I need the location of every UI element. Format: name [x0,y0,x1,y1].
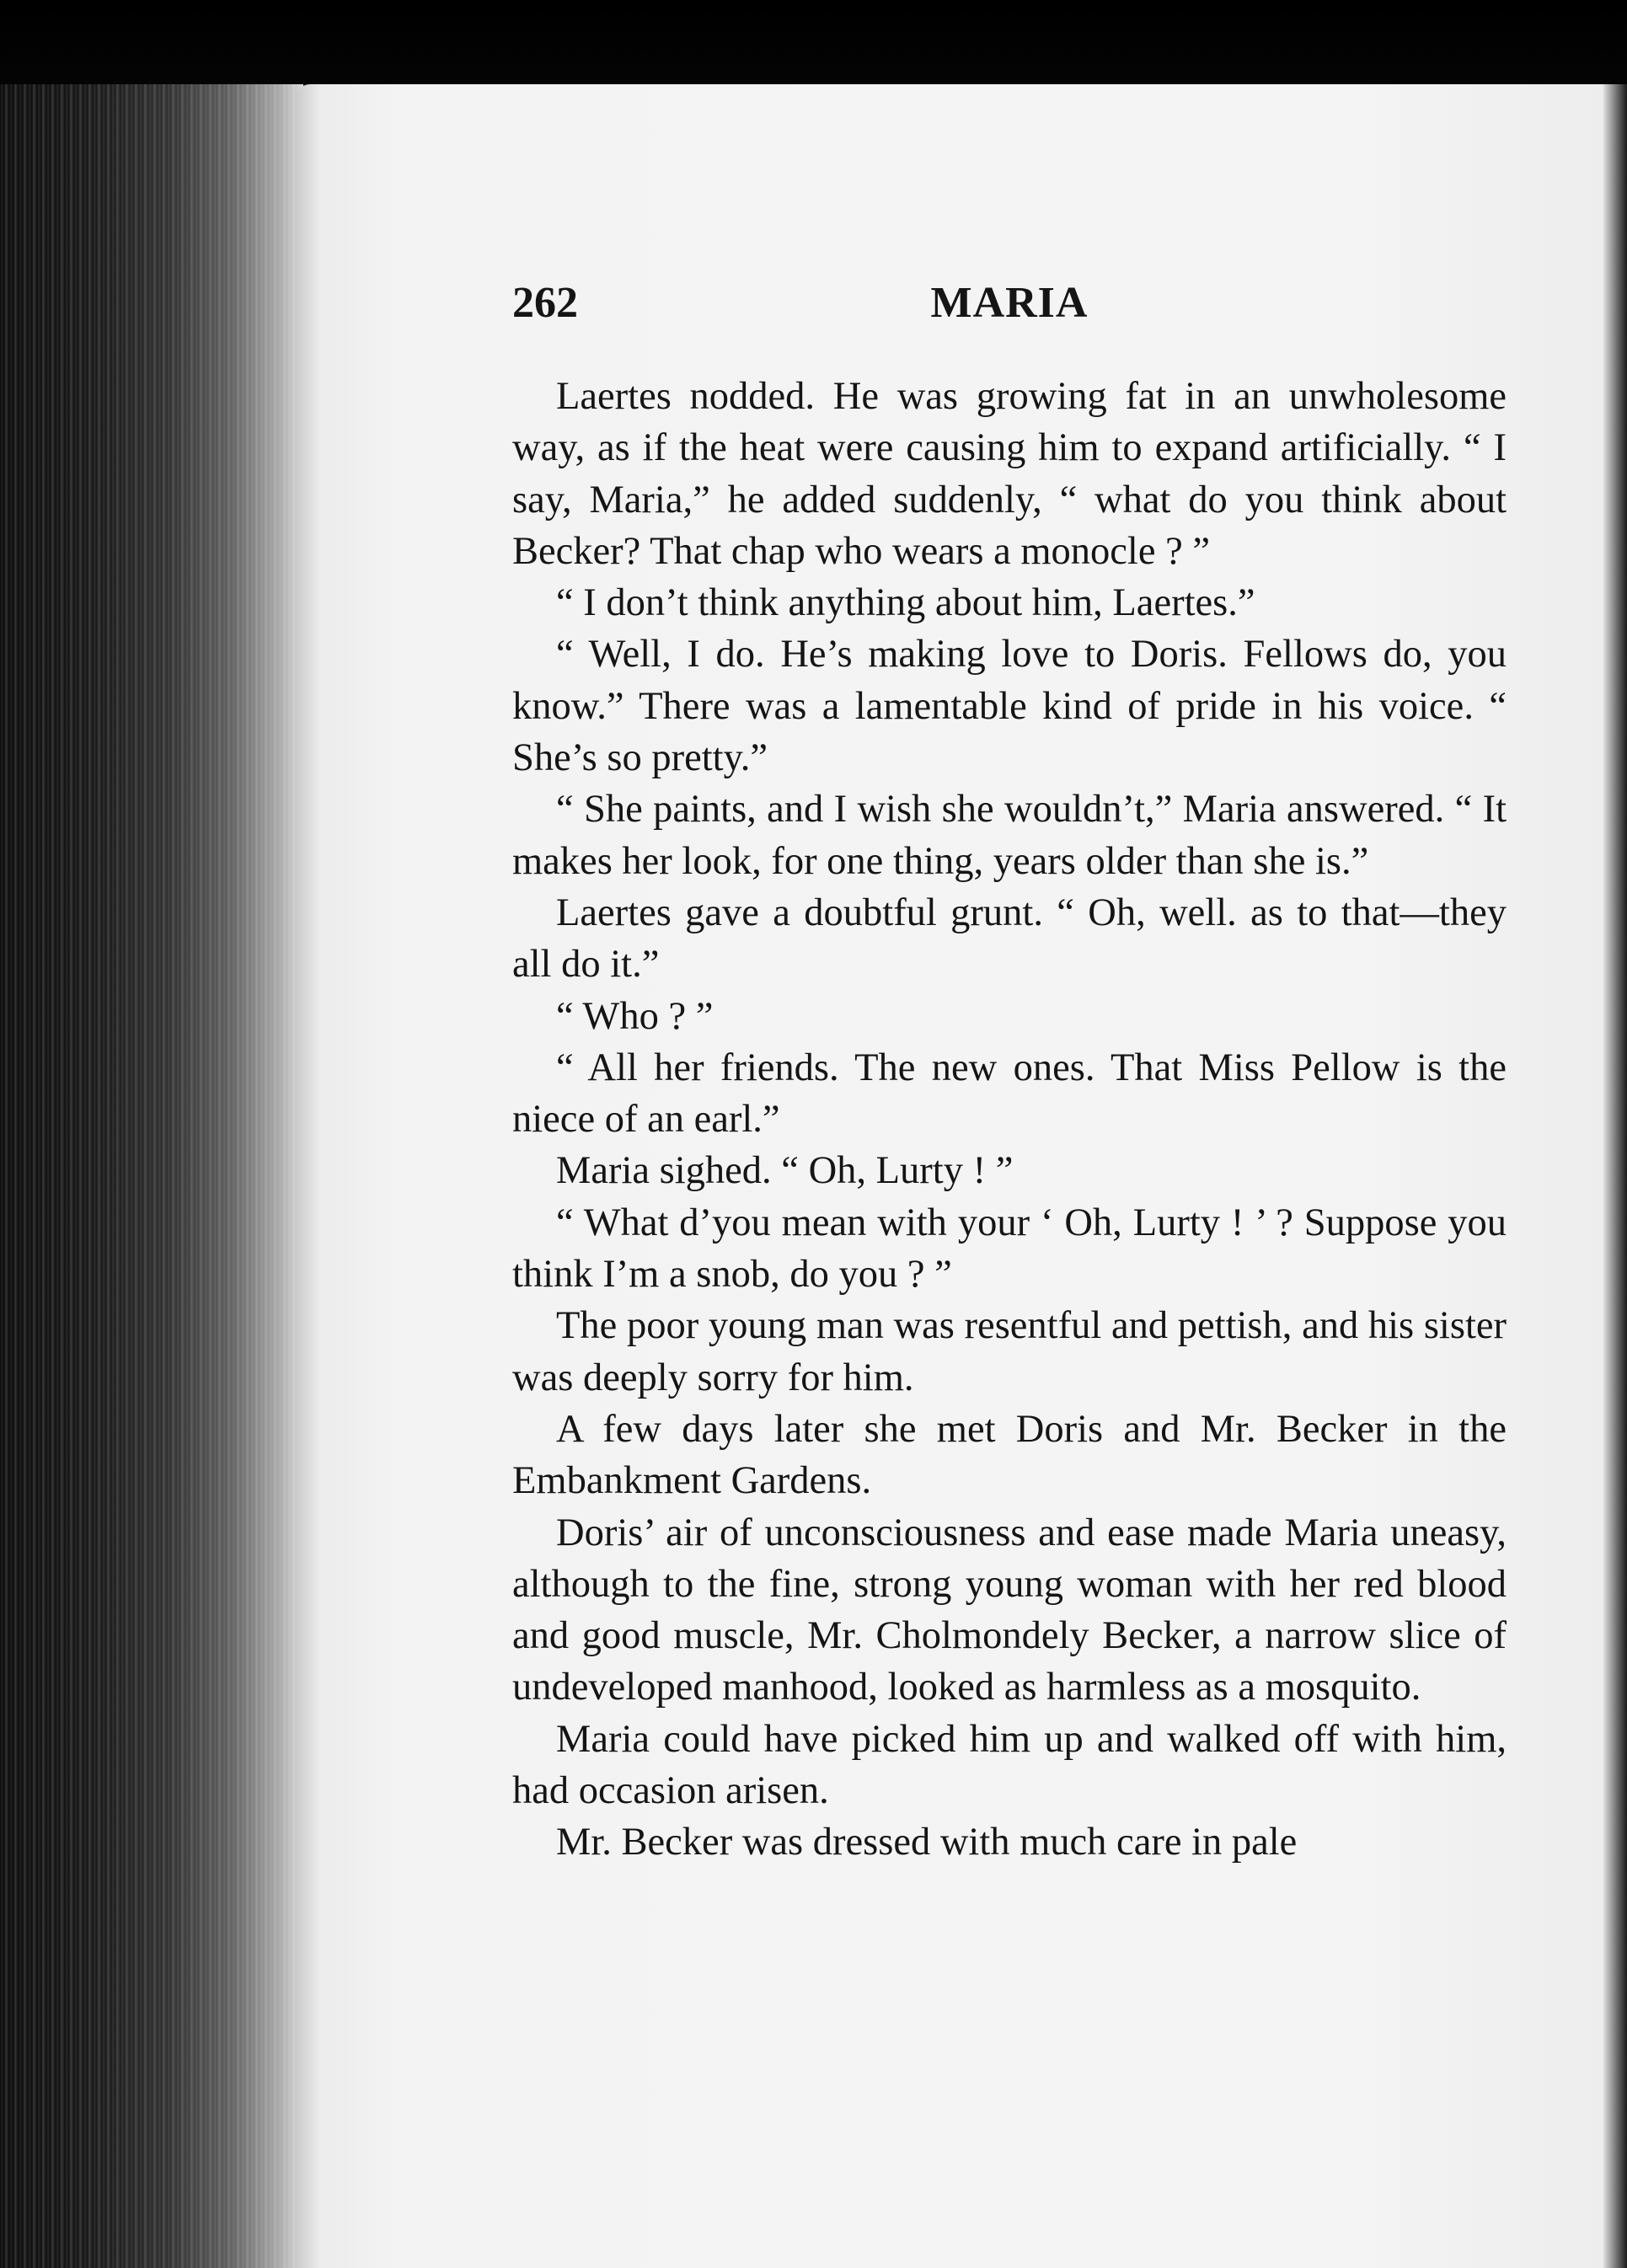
book-binding-edge [0,84,303,2268]
paragraph: “ Well, I do. He’s making love to Doris. Fellows do, you know.” There was a lamentable kind of pride in his voice. “ She’s so pretty.” [512,633,1507,780]
paragraph: “ All her friends. The new ones. That Miss Pellow is the niece of an earl.” [512,1046,1507,1142]
paragraph: The poor young man was resentful and pettish, and his sister was deeply sorry for him. [512,1304,1507,1399]
running-title: MARIA [930,279,1089,327]
paragraph: “ What d’you mean with your ‘ Oh, Lurty ! ’ ? Suppose you think I’m a snob, do you ? ” [512,1201,1507,1297]
body-text [512,371,1507,1869]
paragraph: Maria sighed. “ Oh, Lurty ! ” [556,1149,1014,1193]
paragraph: Mr. Becker was dressed with much care in pale [556,1821,1298,1864]
paragraph: “ Who ? ” [556,994,714,1038]
page-header [512,278,1507,345]
paragraph: Doris’ air of unconsciousness and ease made Maria uneasy, although to the fine, strong young woman with her red blood and good muscle, Mr. Cholmondely Becker, a narrow slice of undeveloped manhood, looked as harmless as a mosquito. [512,1511,1507,1709]
paragraph: “ I don’t think anything about him, Laertes.” [556,581,1255,625]
paragraph: A few days later she met Doris and Mr. Becker in the Embankment Gardens. [512,1407,1507,1503]
paragraph: “ She paints, and I wish she wouldn’t,” Maria answered. “ It makes her look, for one thing, years older than she is.” [512,788,1507,883]
page-content [512,278,1507,1869]
paragraph: Maria could have picked him up and walked off with him, had occasion arisen. [512,1717,1507,1813]
paragraph: Laertes gave a doubtful grunt. “ Oh, well. as to that—they all do it.” [512,891,1507,987]
right-page-edge [1603,84,1627,2268]
paragraph: Laertes nodded. He was growing fat in an unwholesome way, as if the heat were causing him to expand artificially. “ I say, Maria,” he added suddenly, “ what do you think about Becker? That chap who wears a monocle ? ” [512,375,1507,573]
page-number: 262 [512,279,578,327]
